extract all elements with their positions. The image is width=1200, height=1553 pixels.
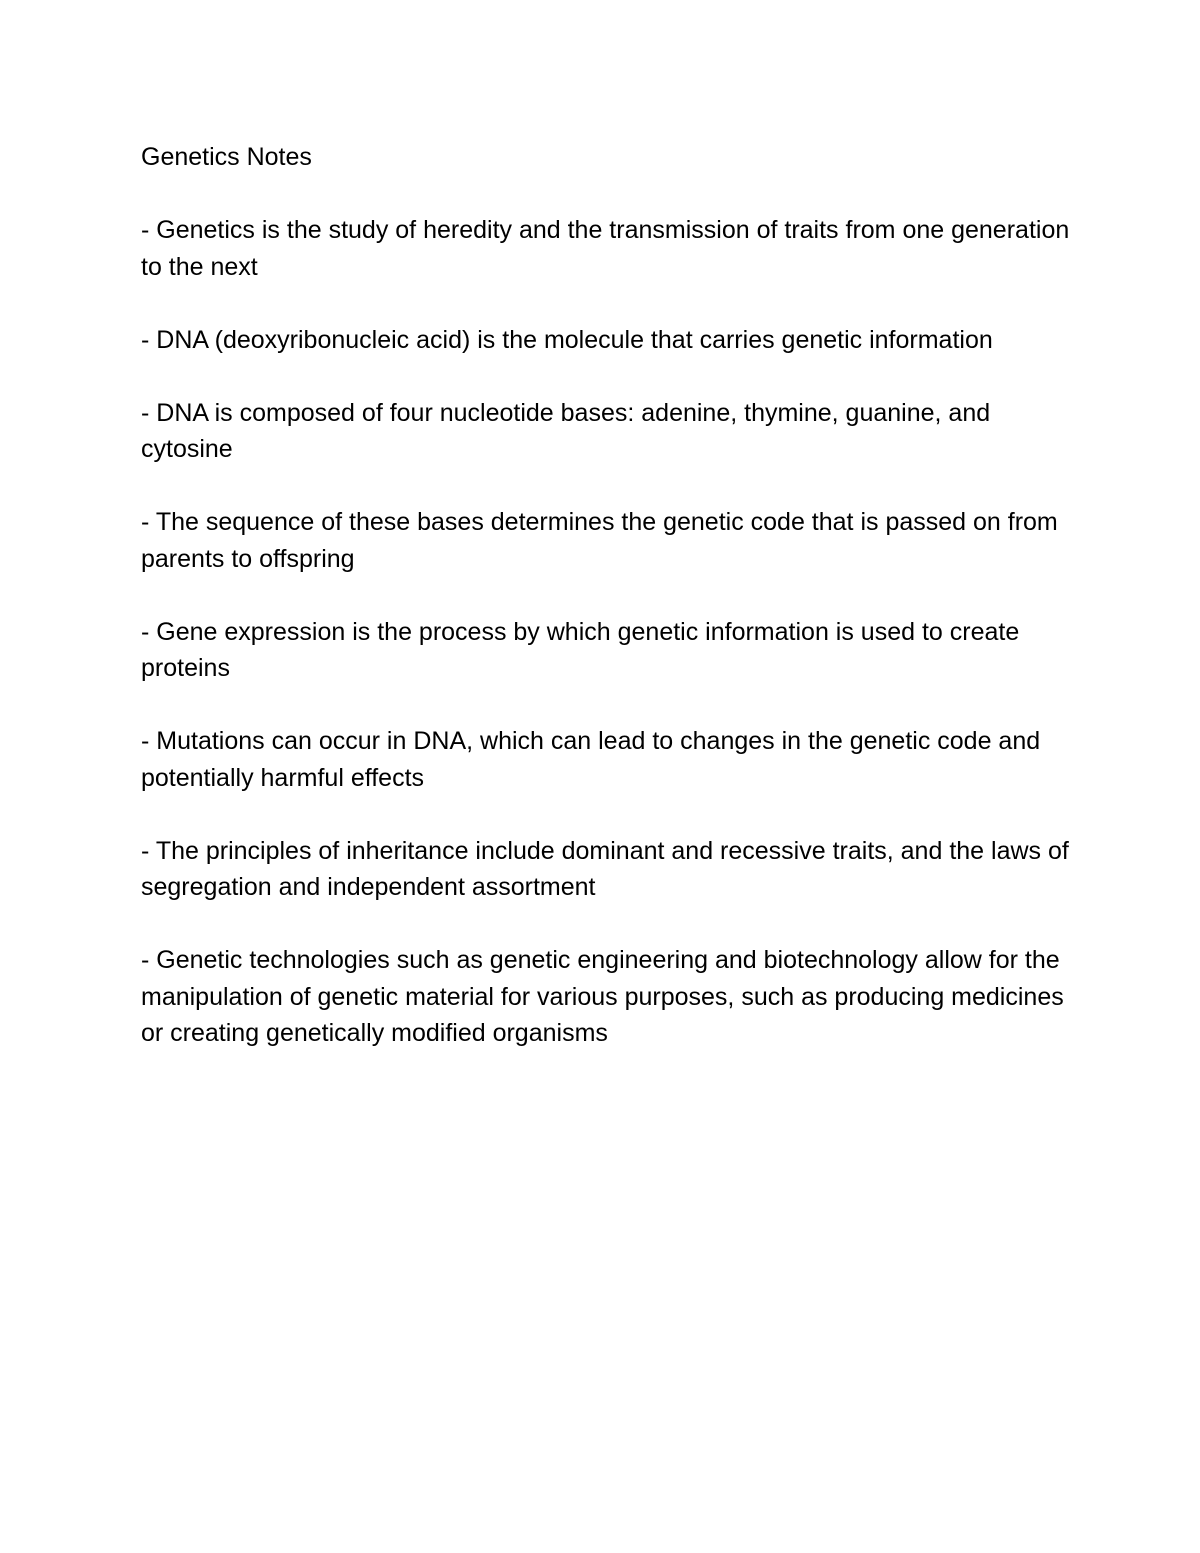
note-item: - Genetics is the study of heredity and the transmission of traits from one generation to the next [141,216,1070,281]
note-item: - Genetic technologies such as genetic engineering and biotechnology allow for the manipulation of genetic material for various purposes, such as producing medicines or creating genetically modified organisms [141,946,1064,1047]
note-item: - The principles of inheritance include dominant and recessive traits, and the laws of segregation and independent assortment [141,836,1069,901]
note-item: - DNA is composed of four nucleotide bases: adenine, thymine, guanine, and cytosine [141,398,991,463]
note-item: - DNA (deoxyribonucleic acid) is the molecule that carries genetic information [141,325,993,354]
document-content [141,139,1071,1052]
note-item: - Mutations can occur in DNA, which can lead to changes in the genetic code and potentially harmful effects [141,727,1041,792]
note-item: - The sequence of these bases determines the genetic code that is passed on from parents to offspring [141,508,1058,573]
note-item: - Gene expression is the process by which genetic information is used to create proteins [141,617,1020,682]
notes-list [141,212,1071,1052]
document-title: Genetics Notes [141,143,312,171]
